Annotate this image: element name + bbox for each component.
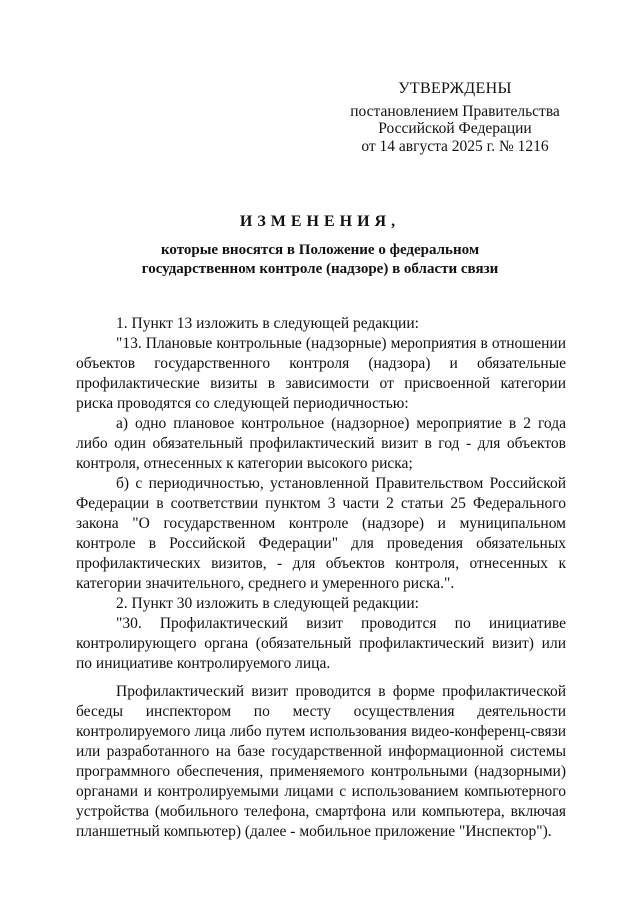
approval-line: постановлением Правительства — [350, 102, 560, 120]
approval-date-line: от 14 августа 2025 г. № 1216 — [361, 137, 549, 155]
paragraph: "13. Плановые контрольные (надзорные) мероприятия в отношении объектов государственного контроля (надзора) и обязательные профилактические визиты в зависимости от присвоенной категории риска проводятся со следующей периодичностью: — [76, 335, 566, 412]
document-title-block — [60, 213, 580, 279]
paragraph: 1. Пункт 13 изложить в следующей редакции: — [116, 315, 419, 332]
paragraph: "30. Профилактический визит проводится по инициативе контролирующего органа (обязательный профилактический визит) или по инициативе контролируемого лица. — [76, 615, 566, 672]
document-body — [76, 314, 566, 842]
paragraph: б) с периодичностью, установленной Правительством Российской Федерации в соответствии пунктом 3 части 2 статьи 25 Федерального закона "О государственном контроле (надзоре) и муниципальном контроле в Российской Федерации" для проведения обязательных профилактических визитов, - для объектов контроля, отнесенных к категории значительного, среднего и умеренного риска.". — [76, 475, 566, 592]
approval-line: Российской Федерации — [378, 120, 532, 137]
document-subtitle-line: государственном контроле (надзоре) в области связи — [141, 261, 499, 277]
document-title: ИЗМЕНЕНИЯ, — [239, 213, 401, 230]
paragraph: 2. Пункт 30 изложить в следующей редакции: — [116, 595, 419, 612]
paragraph: Профилактический визит проводится в форме профилактической беседы инспектором по месту осуществления деятельности контролируемого лица либо путем использования видео-конференц-связи или разработанного на базе государственной информационной системы программного обеспечения, применяемого контрольными (надзорными) органами и контролируемыми лицами с использованием компьютерного устройства (мобильного телефона, смартфона или компьютера, включая планшетный компьютер) (далее - мобильное приложение "Инспектор"). — [76, 683, 566, 840]
approval-heading: УТВЕРЖДЕНЫ — [398, 80, 512, 97]
approval-stamp — [330, 80, 580, 155]
paragraph: а) одно плановое контрольное (надзорное) мероприятие в 2 года либо один обязательный профилактический визит в год - для объектов контроля, отнесенных к категории высокого риска; — [76, 415, 566, 472]
document-subtitle-line: которые вносятся в Положение о федеральном — [160, 242, 480, 258]
